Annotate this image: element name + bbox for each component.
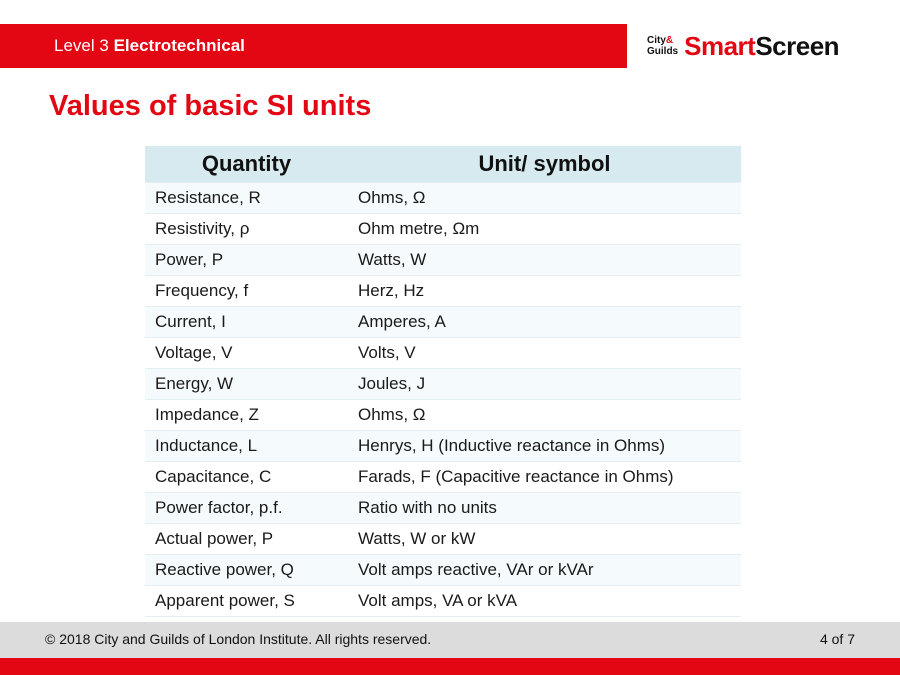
course-label [54,36,245,56]
table-row [145,214,741,245]
table-row [145,431,741,462]
quantity-cell: Voltage, V [145,338,348,369]
quantity-cell: Impedance, Z [145,400,348,431]
quantity-cell: Inductance, L [145,431,348,462]
unit-cell: Joules, J [348,369,741,400]
quantity-cell: Frequency, f [145,276,348,307]
unit-cell: Henrys, H (Inductive reactance in Ohms) [348,431,741,462]
column-header-unit: Unit/ symbol [348,146,741,183]
course-name: Electrotechnical [113,36,245,55]
quantity-cell: Actual power, P [145,524,348,555]
footer-band [0,658,900,675]
unit-cell: Ohm metre, Ωm [348,214,741,245]
si-units-table [145,146,741,617]
unit-cell: Ohms, Ω [348,400,741,431]
unit-cell: Ohms, Ω [348,183,741,214]
quantity-cell: Reactive power, Q [145,555,348,586]
quantity-cell: Resistance, R [145,183,348,214]
table-row [145,493,741,524]
quantity-cell: Apparent power, S [145,586,348,617]
city-guilds-logo: City& Guilds [647,35,679,57]
table-row [145,338,741,369]
unit-cell: Herz, Hz [348,276,741,307]
unit-cell: Ratio with no units [348,493,741,524]
course-level: Level 3 [54,36,109,55]
logo-smart-text: Smart [684,30,756,61]
quantity-cell: Power, P [145,245,348,276]
page-number: 4 of 7 [819,631,855,647]
copyright-text: © 2018 City and Guilds of London Institute. All rights reserved. [45,631,432,647]
quantity-cell: Capacitance, C [145,462,348,493]
table-row [145,276,741,307]
table-row [145,400,741,431]
table-row [145,307,741,338]
unit-cell: Watts, W or kW [348,524,741,555]
table-row [145,369,741,400]
unit-cell: Volt amps, VA or kVA [348,586,741,617]
table-row [145,462,741,493]
table-row [145,245,741,276]
table-row [145,586,741,617]
quantity-cell: Power factor, p.f. [145,493,348,524]
slide-title: Values of basic SI units [49,90,372,122]
logo-screen-text: Screen [755,30,840,61]
table-row [145,524,741,555]
table-row [145,183,741,214]
quantity-cell: Energy, W [145,369,348,400]
unit-cell: Watts, W [348,245,741,276]
unit-cell: Volts, V [348,338,741,369]
table-header-row [145,146,741,183]
unit-cell: Volt amps reactive, VAr or kVAr [348,555,741,586]
smartscreen-logo [647,30,839,62]
quantity-cell: Current, I [145,307,348,338]
column-header-quantity: Quantity [145,146,348,183]
unit-cell: Amperes, A [348,307,741,338]
unit-cell: Farads, F (Capacitive reactance in Ohms) [348,462,741,493]
table-row [145,555,741,586]
quantity-cell: Resistivity, ρ [145,214,348,245]
